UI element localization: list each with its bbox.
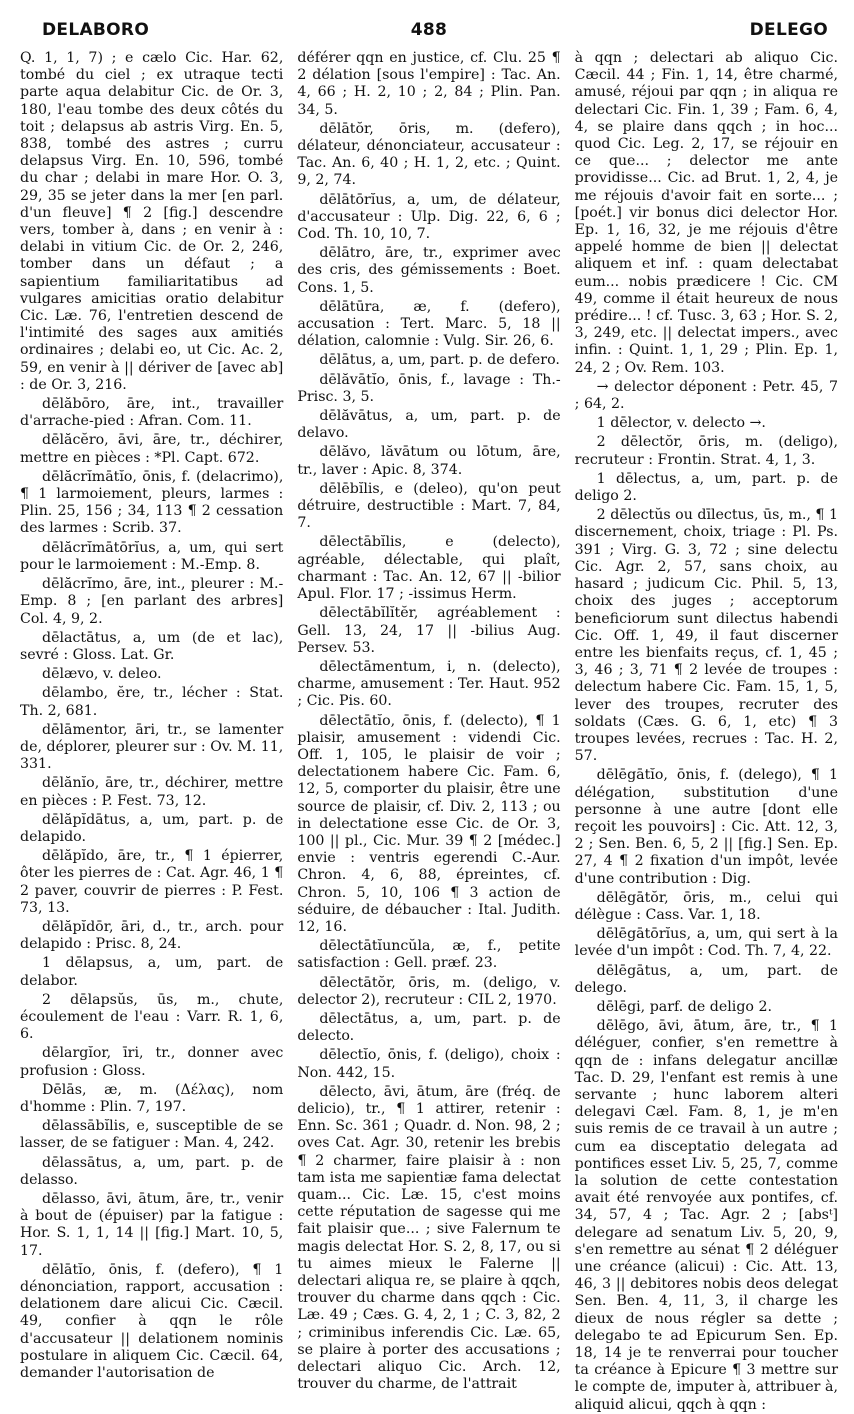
dictionary-entry: dēlectāmentum, i, n. (delecto), charme, amusement : Ter. Haut. 952 ; Cic. Pis. 60. — [297, 658, 561, 710]
dictionary-entry: dēlectātŏr, ōris, m. (deligo, v. delector 2), recruteur : CIL 2, 1970. — [297, 974, 561, 1008]
dictionary-entry: → delector déponent : Petr. 45, 7 ; 64, 2. — [574, 378, 838, 413]
dictionary-entry: dēlăbōro, āre, int., travailler d'arrache-pied : Afran. Com. 11. — [20, 396, 284, 430]
page-header — [20, 14, 838, 50]
dictionary-entry: dēlambo, ĕre, tr., lécher : Stat. Th. 2, 681. — [20, 685, 284, 719]
dictionary-entry: 2 dēlectŏr, ōris, m. (deligo), recruteur : Frontin. Strat. 4, 1, 3. — [574, 434, 838, 468]
dictionary-entry: dēlectābĭlis, e (delecto), agréable, délectable, qui plaît, charmant : Tac. An. 12, 67 || -bilior Apul. Flor. 17 ; -issimus Herm. — [297, 534, 561, 603]
dictionary-entry: dēlargĭor, īri, tr., donner avec profusion : Gloss. — [20, 1045, 284, 1079]
dictionary-entry: dēlēbĭlis, e (deleo), qu'on peut détruire, destructible : Mart. 7, 84, 7. — [297, 480, 561, 532]
dictionary-entry: dēlassābĭlis, e, susceptible de se lasser, de se fatiguer : Man. 4, 242. — [20, 1118, 284, 1152]
dictionary-entry: déférer qqn en justice, cf. Clu. 25 ¶ 2 délation [sous l'empire] : Tac. An. 4, 66 ; H. 2, 10 ; 2, 84 ; Plin. Pan. 34, 5. — [297, 50, 561, 118]
dictionary-entry: dēlăpĭdōr, āri, d., tr., arch. pour delapido : Prisc. 8, 24. — [20, 918, 284, 953]
dictionary-entry: dēlăpĭdo, āre, tr., ¶ 1 épierrer, ôter les pierres de : Cat. Agr. 46, 1 ¶ 2 paver, couvrir de pierres : P. Fest. 73, 13. — [20, 848, 284, 916]
dictionary-entry: dēlēgo, āvi, ātum, āre, tr., ¶ 1 déléguer, confier, s'en remettre à qqn de : infans delegatur ancillæ Tac. D. 29, l'enfant est remis à une servante ; hunc laborem alteri delegavi Cæl. Fam. 8, 1, je m'en suis remis de ce travail à un autre ; cum ea disceptatio delegata ad pontifices esset Liv. 5, 25, 7, comme la solution de cette contestation avait été renvoyée aux pontifes, cf. 34, 57, 4 ; Tac. Agr. 2 ; [absᵗ] delegare ad senatum Liv. 5, 20, 9, s'en remettre au sénat ¶ 2 déléguer une créance (alicui) : Cic. Att. 13, 46, 3 || debitores nobis deos delegat Sen. Ben. 4, 11, 3, il charge les dieux de nous régler sa dette ; delegabo te ad Epicurum Sen. Ep. 18, 14 je te renverrai pour toucher ta créance à Epicure ¶ 3 mettre sur le compte de, imputer à, attribuer à, aliquid alicui, qqch à qqn : — [574, 1018, 838, 1413]
dictionary-entry: dēlātōrĭus, a, um, de délateur, d'accusateur : Ulp. Dig. 22, 6, 6 ; Cod. Th. 10, 10, 7. — [297, 191, 561, 243]
dictionary-entry: dēlăcrĭmo, āre, int., pleurer : M.-Emp. 8 ; [en parlant des arbres] Col. 4, 9, 2. — [20, 576, 284, 627]
dictionary-entry: à qqn ; delectari ab aliquo Cic. Cæcil. 44 ; Fin. 1, 14, être charmé, amusé, réjoui par qqn ; in aliqua re delectari Cic. Fin. 1, 39 ; Fam. 6, 4, 4, se plaire dans qqch ; in hoc... quod Cic. Leg. 2, 17, se réjouir en ce que... ; delector me ante providisse... Cic. ad Brut. 1, 2, 4, je me réjouis d'avoir fait en sorte... ; [poét.] vir bonus dici delector Hor. Ep. 1, 16, 32, je me réjouis d'être appelé homme de bien || delectat aliquem et inf. : quam delectabat eum... nobis prædicere ! Cic. CM 49, comme il était heureux de nous prédire... ! cf. Tusc. 3, 63 ; Hor. S. 2, 3, 249, etc. || delectat impers., avec infin. : Quint. 1, 1, 29 ; Plin. Ep. 1, 24, 2 ; Ov. Rem. 103. — [574, 50, 838, 376]
text-columns — [20, 50, 838, 1413]
dictionary-entry: dēlăcrĭmātĭo, ōnis, f. (delacrimo), ¶ 1 larmoiement, pleurs, larmes : Plin. 25, 156 ; 34, 113 ¶ 2 cessation des larmes : Scrib. 37. — [20, 468, 284, 537]
dictionary-entry: 2 dēlectŭs ou dīlectus, ūs, m., ¶ 1 discernement, choix, triage : Pl. Ps. 391 ; Virg. G. 3, 72 ; sine delectu Cic. Agr. 2, 57, sans choix, au hasard ; judicum Cic. Phil. 5, 13, choix des juges ; acceptorum beneficiorum sunt dilectus habendi Cic. Off. 1, 49, il faut discerner entre les bienfaits reçus, cf. 1, 45 ; 3, 46 ; 3, 71 ¶ 2 levée de troupes : delectum habere Cic. Fam. 15, 1, 5, lever des troupes, recruter des soldats (Cæs. G. 6, 1, etc) ¶ 3 troupes levées, recrues : Tac. H. 2, 57. — [574, 507, 838, 765]
dictionary-entry: dēlactātus, a, um (de et lac), sevré : Gloss. Lat. Gr. — [20, 629, 284, 663]
dictionary-entry: dēlāmentor, āri, tr., se lamenter de, déplorer, pleurer sur : Ov. M. 11, 331. — [20, 721, 284, 773]
dictionary-entry: dēlēgi, parf. de deligo 2. — [596, 998, 773, 1015]
page-number: 488 — [410, 20, 448, 40]
dictionary-entry: dēlăvo, lăvātum ou lōtum, āre, tr., laver : Apic. 8, 374. — [297, 444, 561, 478]
column-1 — [20, 50, 284, 1382]
dictionary-entry: dēlātŏr, ōris, m. (defero), délateur, dénonciateur, accusateur : Tac. An. 6, 40 ; H. 1, 2, etc. ; Quint. 9, 2, 74. — [297, 120, 561, 189]
column-2 — [297, 50, 561, 1393]
dictionary-entry: 1 dēlectus, a, um, part. p. de deligo 2. — [574, 470, 838, 505]
dictionary-entry: dēlasso, āvi, ātum, āre, tr., venir à bout de (épuiser) par la fatigue : Hor. S. 1, 1, 14 || [fig.] Mart. 10, 5, 17. — [20, 1191, 284, 1259]
dictionary-entry: Q. 1, 1, 7) ; e cælo Cic. Har. 62, tombé du ciel ; ex utraque tecti parte aqua delabitur Cic. de Or. 3, 180, l'eau tombe des deux côtés du toit ; delapsus ab astris Virg. En. 5, 838, tombé des astres ; curru delapsus Virg. En. 10, 596, tombé du char ; delabi in mare Hor. O. 3, 29, 35 se jeter dans la mer [en parl. d'un fleuve] ¶ 2 [fig.] descendre vers, tomber à, dans ; en venir à : delabi in vitium Cic. de Or. 2, 246, tomber dans un défaut ; a sapientium familiaritatibus ad vulgares amicitias oratio delabitur Cic. Læ. 76, l'entretien descend de l'intimité des sages aux amitiés ordinaires ; delabi eo, ut Cic. Ac. 2, 59, en venir à || dériver de [avec ab] : de Or. 3, 216. — [20, 50, 284, 393]
dictionary-entry: dēlēgātus, a, um, part. de delego. — [574, 962, 838, 996]
dictionary-entry: dēlecto, āvi, ātum, āre (fréq. de delicio), tr., ¶ 1 attirer, retenir : Enn. Sc. 361 ; Quadr. d. Non. 98, 2 ; oves Cat. Agr. 30, retenir les brebis ¶ 2 charmer, faire plaisir à : non tam ista me sapientiæ fama delectat quam... Cic. Læ. 15, c'est moins cette réputation de sagesse qui me fait plaisir que... ; sive Falernum te magis delectat Hor. S. 2, 8, 17, ou si tu aimes mieux le Falerne || delectari aliqua re, se plaire à qqch, trouver du charme dans qqch : Cic. Læ. 49 ; Cæs. G. 4, 2, 1 ; C. 3, 82, 2 ; criminibus inferendis Cic. Læ. 65, se plaire à porter des accusations ; delectari aliquo Cic. Arch. 12, trouver du charme, de l'attrait — [297, 1083, 561, 1393]
dictionary-entry: dēlātro, āre, tr., exprimer avec des cris, des gémissements : Boet. Cons. 1, 5. — [297, 245, 561, 296]
dictionary-entry: dēlăcrĭmātōrĭus, a, um, qui sert pour le larmoiement : M.-Emp. 8. — [20, 539, 284, 573]
dictionary-entry: 1 dēlector, v. delecto →. — [596, 415, 766, 432]
dictionary-entry: dēlăvātus, a, um, part. p. de delavo. — [297, 408, 561, 442]
dictionary-entry: Dēlās, æ, m. (Δέλας), nom d'homme : Plin. 7, 197. — [20, 1081, 284, 1115]
dictionary-entry: dēlăpĭdātus, a, um, part. p. de delapido. — [20, 811, 284, 845]
dictionary-entry: dēlēgātōrĭus, a, um, qui sert à la levée d'un impôt : Cod. Th. 7, 4, 22. — [574, 926, 838, 960]
header-left-guideword: DELABORO — [42, 20, 150, 40]
dictionary-entry: 1 dēlapsus, a, um, part. de delabor. — [20, 955, 284, 989]
header-right-guideword: DELEGO — [749, 20, 828, 40]
dictionary-entry: dēlēgātŏr, ōris, m., celui qui délègue : Cass. Var. 1, 18. — [574, 889, 838, 923]
dictionary-entry: dēlātus, a, um, part. p. de defero. — [319, 352, 560, 369]
dictionary-entry: dēlēgātĭo, ōnis, f. (delego), ¶ 1 délégation, substitution d'une personne à une autre [dont elle reçoit les pouvoirs] : Cic. Att. 12, 3, 2 ; Sen. Ben. 6, 5, 2 || [fig.] Sen. Ep. 27, 4 ¶ 2 fixation d'un impôt, levée d'une contribution : Dig. — [574, 767, 838, 887]
dictionary-entry: dēlectātĭuncŭla, æ, f., petite satisfaction : Gell. præf. 23. — [297, 938, 561, 972]
dictionary-entry: dēlævo, v. deleo. — [42, 666, 162, 683]
dictionary-entry: dēlassātus, a, um, part. p. de delasso. — [20, 1154, 284, 1188]
dictionary-entry: dēlectĭo, ōnis, f. (deligo), choix : Non. 442, 15. — [297, 1047, 561, 1081]
dictionary-entry: dēlectābĭlĭtĕr, agréablement : Gell. 13, 24, 17 || -bilius Aug. Persev. 53. — [297, 605, 561, 656]
dictionary-entry: dēlăcĕro, āvi, āre, tr., déchirer, mettre en pièces : *Pl. Capt. 672. — [20, 432, 284, 466]
dictionary-entry: dēlātūra, æ, f. (defero), accusation : Tert. Marc. 5, 18 || délation, calomnie : Vulg. Sir. 26, 6. — [297, 298, 561, 350]
dictionary-entry: dēlectātus, a, um, part. p. de delecto. — [297, 1010, 561, 1045]
dictionary-entry: 2 dēlapsŭs, ūs, m., chute, écoulement de l'eau : Varr. R. 1, 6, 6. — [20, 991, 284, 1043]
dictionary-entry: dēlātĭo, ōnis, f. (defero), ¶ 1 dénonciation, rapport, accusation : delationem dare alicui Cic. Cæcil. 49, confier à qqn le rôle d'accusateur || delationem nominis postulare in aliquem Cic. Cæcil. 64, demander l'autorisation de — [20, 1261, 284, 1382]
dictionary-entry: dēlănĭo, āre, tr., déchirer, mettre en pièces : P. Fest. 73, 12. — [20, 775, 284, 809]
dictionary-entry: dēlăvātĭo, ōnis, f., lavage : Th.-Prisc. 3, 5. — [297, 371, 561, 405]
dictionary-entry: dēlectātĭo, ōnis, f. (delecto), ¶ 1 plaisir, amusement : videndi Cic. Off. 1, 105, le plaisir de voir ; delectationem habere Cic. Fam. 6, 12, 5, comporter du plaisir, être une source de plaisir, cf. Div. 2, 113 ; ou in delectatione esse Cic. de Or. 3, 100 || pl., Cic. Mur. 39 ¶ 2 [médec.] envie : ventris egerendi C.-Aur. Chron. 4, 6, 88, épreintes, cf. Chron. 5, 10, 106 ¶ 3 action de séduire, de débaucher : Ital. Judith. 12, 16. — [297, 712, 561, 935]
column-3 — [574, 50, 838, 1413]
